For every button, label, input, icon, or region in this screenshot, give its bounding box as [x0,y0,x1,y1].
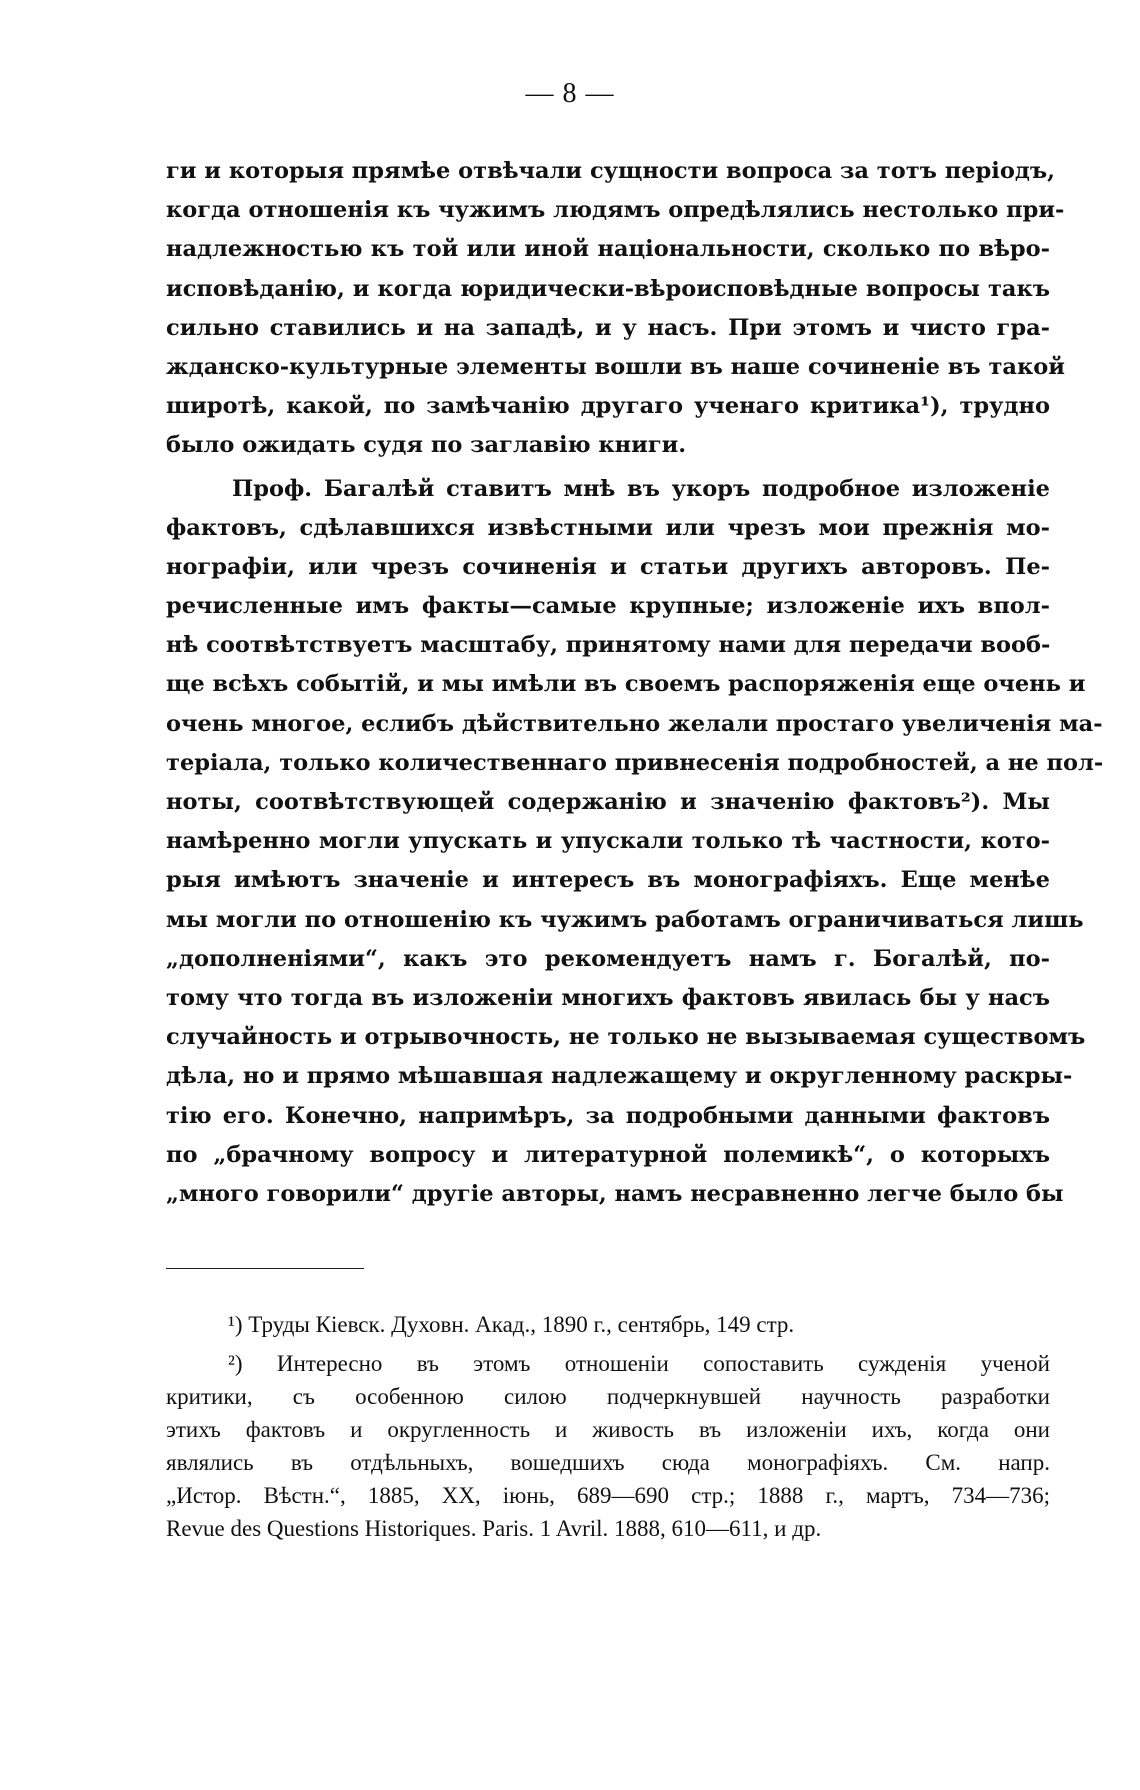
text-line: исповѣданію, и когда юридически-вѣроисповѣдные вопросы такъ [166,275,1050,302]
footnote-2-line: являлись въ отдѣльныхъ, вошедшихъ сюда монографіяхъ. См. напр. [166,1450,1050,1475]
text-line: тію его. Конечно, напримѣръ, за подробными данными фактовъ [166,1102,1050,1129]
footnote-2-line: критики, съ особенною силою подчеркнувшей научность разработки [166,1384,1050,1409]
text-line: речисленные имъ факты—самые крупные; изложеніе ихъ впол- [166,593,1050,620]
text-line: „дополненіями“, какъ это рекомендуетъ намъ г. Богалѣй, по- [166,945,1050,972]
text-line: нѣ соотвѣтствуетъ масштабу, принятому нами для передачи вооб- [166,632,1051,659]
text-line: надлежностью къ той или иной національности, сколько по вѣро- [166,236,1050,263]
page-number: — 8 — [525,78,615,109]
text-line: тому что тогда въ изложеніи многихъ фактовъ явилась бы у насъ [166,984,1050,1011]
main-text [166,152,1104,1214]
text-line: ще всѣхъ событій, и мы имѣли въ своемъ распоряженія еще очень и [166,671,1086,698]
text-line: случайность и отрывочность, не только не вызываемая существомъ [166,1024,1086,1051]
text-line: ноты, соотвѣтствующей содержанію и значенію фактовъ²). Мы [166,789,1050,815]
text-line: по „брачному вопросу и литературной полемикѣ“, о которыхъ [166,1141,1050,1168]
text-line: дѣла, но и прямо мѣшавшая надлежащему и округленному раскры- [166,1063,1073,1090]
text-line: намѣренно могли упускать и упускали только тѣ частности, кото- [166,828,1050,855]
text-line: „много говорили“ другіе авторы, намъ несравненно легче было бы [166,1180,1064,1207]
text-line: Проф. Багалѣй ставитъ мнѣ въ укоръ подробное изложеніе [232,475,1050,502]
text-line: было ожидать судя по заглавію книги. [166,432,687,459]
footnote-2-line: ²) Интересно въ этомъ отношеніи сопоставить сужденія ученой [228,1351,1050,1376]
text-line: жданско-культурные элементы вошли въ наше сочиненіе въ такой [166,353,1065,380]
text-line: нографіи, или чрезъ сочиненія и статьи другихъ авторовъ. Пе- [166,553,1050,580]
footnote-2-line: этихъ фактовъ и округленность и живость въ изложеніи ихъ, когда они [166,1417,1050,1442]
text-line: очень многое, еслибъ дѣйствительно желали простаго увеличенія ма- [166,710,1103,737]
footnote-2-line: „Истор. Вѣстн.“, 1885, XX, іюнь, 689—690 стр.; 1888 г., мартъ, 734—736; [166,1483,1050,1508]
text-line: когда отношенія къ чужимъ людямъ опредѣлялись нестолько при- [166,197,1065,224]
footnote-2-line: Revue des Questions Historiques. Paris. 1 Avril. 1888, 610—611, и др. [166,1516,822,1541]
text-line: ги и которыя прямѣе отвѣчали сущности вопроса за тотъ періодъ, [166,158,1055,184]
text-line: широтѣ, какой, по замѣчанію другаго ученаго критика¹), трудно [166,393,1050,420]
text-line: теріала, только количественнаго привнесенія подробностей, а не пол- [166,749,1104,776]
footnote-1: ¹) Труды Кіевск. Духовн. Акад., 1890 г., сентябрь, 149 стр. [228,1312,795,1337]
text-line: сильно ставились и на западѣ, и у насъ. При этомъ и чисто гра- [166,314,1050,341]
text-line: рыя имѣютъ значеніе и интересъ въ монографіяхъ. Еще менѣе [166,867,1050,894]
footnote-separator [166,1268,364,1269]
footnotes [166,1308,1050,1545]
text-line: фактовъ, сдѣлавшихся извѣстными или чрезъ мои прежнія мо- [166,514,1050,541]
text-line: мы могли по отношенію къ чужимъ работамъ ограничиваться лишь [166,906,1084,933]
